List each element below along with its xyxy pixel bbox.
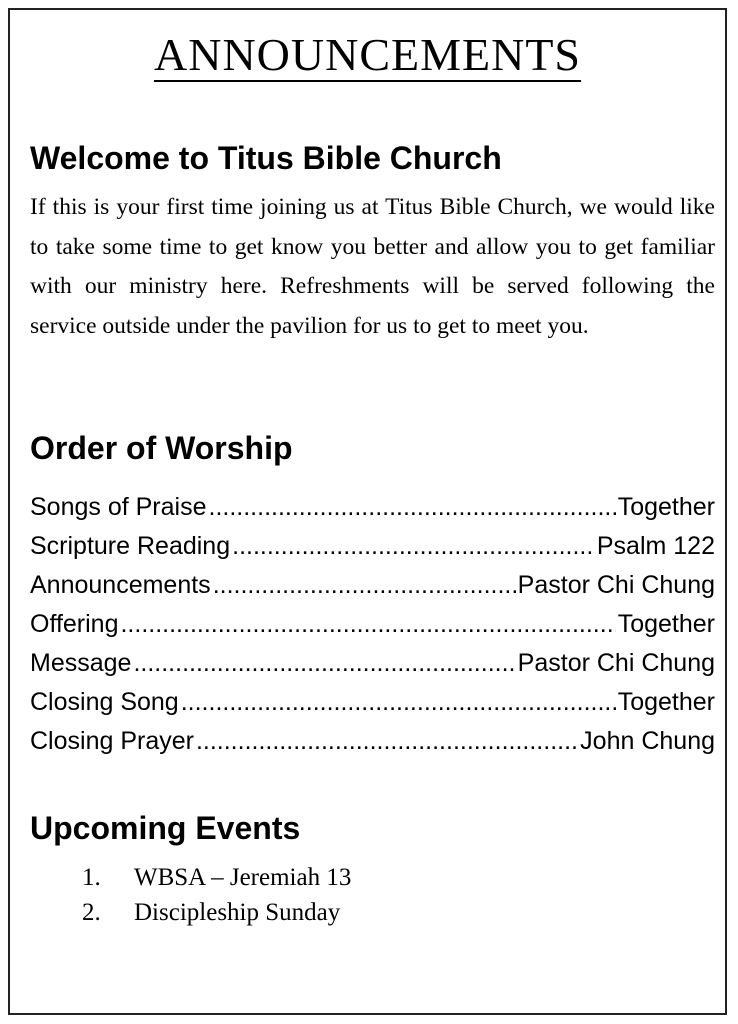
order-leader: Psalm 122 — [596, 532, 715, 560]
welcome-paragraph: If this is your first time joining us at Titus Bible Church, we would like to take some time to get know you better and allow you to get familiar with our ministry here. Refreshments will be served following the service outside under the pavilion for us to get to meet you. — [30, 194, 715, 339]
order-item: Announcements — [30, 571, 211, 599]
welcome-heading: Welcome to Titus Bible Church — [30, 140, 502, 176]
order-item: Songs of Praise — [30, 493, 207, 521]
order-leader: Pastor Chi Chung — [517, 649, 715, 677]
upcoming-events-list — [82, 860, 351, 930]
order-row — [30, 644, 715, 683]
order-leader: Together — [617, 493, 715, 521]
announcements-page — [8, 8, 727, 1015]
order-item: Closing Prayer — [30, 727, 194, 755]
order-of-worship-list — [30, 488, 715, 761]
event-text: WBSA – Jeremiah 13 — [134, 864, 352, 891]
order-leader: John Chung — [580, 727, 715, 755]
page-title — [10, 29, 725, 80]
order-item: Closing Song — [30, 688, 179, 716]
event-number: 1. — [82, 864, 101, 891]
dot-leader — [120, 605, 615, 644]
order-leader: Pastor Chi Chung — [517, 571, 715, 599]
order-row — [30, 605, 715, 644]
dot-leader — [196, 722, 578, 761]
order-leader: Together — [617, 688, 715, 716]
order-item: Scripture Reading — [30, 532, 231, 560]
order-row — [30, 566, 715, 605]
order-row — [30, 527, 715, 566]
page-title-text: ANNOUNCEMENTS — [154, 29, 581, 80]
dot-leader — [213, 566, 516, 605]
order-of-worship-heading: Order of Worship — [30, 430, 293, 466]
order-item: Message — [30, 649, 132, 677]
dot-leader — [181, 683, 616, 722]
dot-leader — [232, 527, 595, 566]
dot-leader — [209, 488, 616, 527]
list-item — [82, 895, 351, 930]
dot-leader — [133, 644, 515, 683]
order-row — [30, 488, 715, 527]
upcoming-events-heading: Upcoming Events — [30, 810, 301, 846]
order-leader: Together — [617, 610, 715, 638]
list-item — [82, 860, 351, 895]
order-item: Offering — [30, 610, 119, 638]
order-row — [30, 722, 715, 761]
order-row — [30, 683, 715, 722]
event-number: 2. — [82, 899, 101, 926]
event-text: Discipleship Sunday — [134, 899, 341, 926]
